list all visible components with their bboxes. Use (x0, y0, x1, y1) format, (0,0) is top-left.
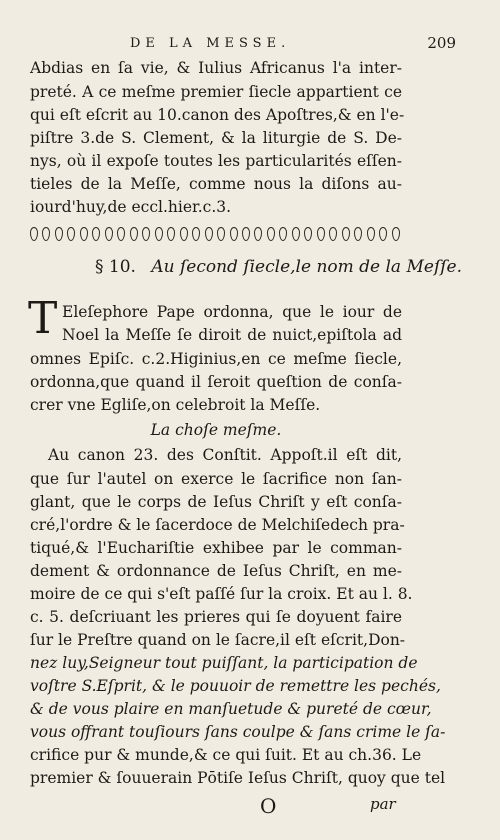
signature-mark: O (260, 794, 277, 818)
page-header (30, 34, 456, 54)
section-heading (95, 257, 462, 277)
text-line: glant, que le corps de Ieſus Chriſt y eſt conſa- (30, 493, 402, 511)
text-line: crer vne Egliſe,on celebroit la Meſſe. (30, 396, 321, 414)
page-number: 209 (427, 34, 456, 52)
text-line: qui eſt eſcrit au 10.canon des Apoſtres,& en l'e- (30, 106, 405, 124)
text-line: Abdias en ſa vie, & Iulius Africanus l'a inter- (30, 59, 402, 77)
text-line: crifice pur & munde,& ce qui ſuit. Et au ch.36. Le (30, 746, 422, 764)
text-line: Noel la Meſſe ſe diroit de nuict,epiſtola ad (62, 326, 402, 344)
text-line: moire de ce qui s'eſt paſſé ſur la croix. Et au l. 8. (30, 585, 413, 603)
text-line: dement & ordonnance de Ieſus Chriſt, en me- (30, 562, 402, 580)
text-line: que ſur l'autel on exerce le ſacrifice non ſan- (30, 470, 402, 488)
text-line: preté. A ce meſme premier ſiecle appartient ce (30, 83, 402, 101)
text-line: vous offrant touſiours ſans coulpe & ſans crime le ſa- (30, 723, 446, 741)
text-line: voſtre S.Eſprit, & le pouuoir de remettre les pechés, (30, 677, 441, 695)
text-line: ſur le Preſtre quand on le ſacre,il eſt eſcrit,Don- (30, 631, 406, 649)
subheading: La choſe meſme. (150, 421, 282, 439)
text-line: piſtre 3.de S. Clement, & la liturgie de S. De- (30, 129, 402, 147)
text-line: cré,l'ordre & le ſacerdoce de Melchiſedech pra- (30, 516, 405, 534)
catchword: par (370, 795, 396, 813)
text-line: & de vous plaire en manſuetude & pureté de cœur, (30, 700, 432, 718)
text-line: nez luy,Seigneur tout puiſſant, la participation de (30, 654, 418, 672)
text-line: omnes Epiſc. c.2.Higinius,en ce meſme ſiecle, (30, 350, 402, 368)
section-title: Au ſecond ſiecle,le nom de la Meſſe. (151, 257, 462, 277)
section-number: § 10. (95, 257, 136, 277)
text-line: nys, où il expoſe toutes les particularités eſſen- (30, 152, 402, 170)
ornamental-band (30, 225, 400, 243)
text-line: c. 5. deſcriuant les prieres qui ſe doyuent faire (30, 608, 402, 626)
text-line: Au canon 23. des Conſtit. Appoſt.il eſt dit, (48, 446, 402, 464)
text-line: ordonna,que quand il ſeroit queſtion de conſa- (30, 373, 402, 391)
text-line: iourd'huy,de eccl.hier.c.3. (30, 198, 232, 216)
text-line: tiqué,& l'Euchariſtie exhibee par le comman- (30, 539, 402, 557)
text-line: Eleſephore Pape ordonna, que le iour de (62, 303, 402, 321)
text-line: premier & ſouuerain Pōtiſe Ieſus Chriſt, quoy que tel (30, 769, 446, 787)
drop-cap: T (28, 293, 58, 344)
running-head: DE LA MESSE. (130, 36, 291, 51)
text-line: tieles de la Meſſe, comme nous la diſons au- (30, 175, 402, 193)
